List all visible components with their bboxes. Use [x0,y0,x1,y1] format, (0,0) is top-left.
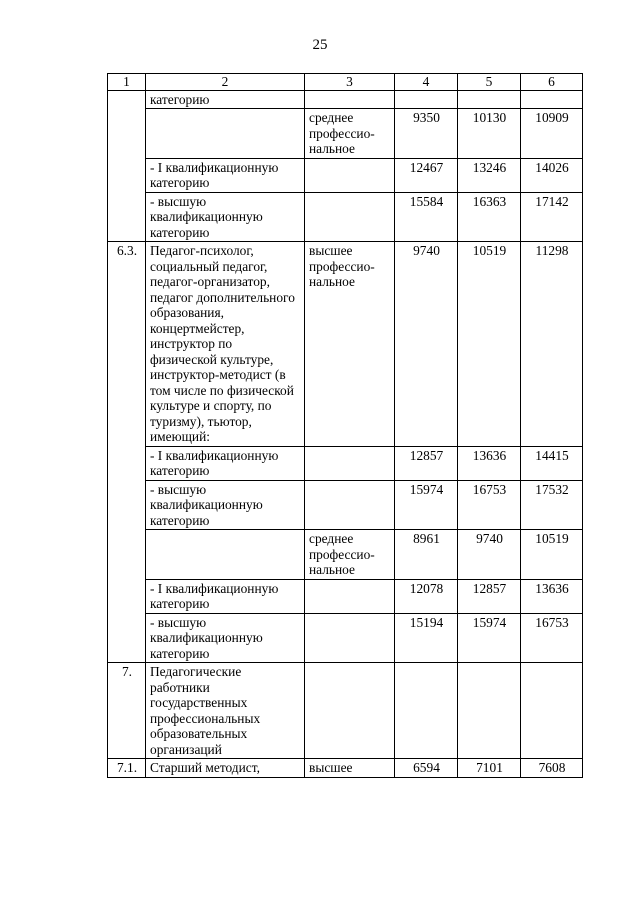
row-number-cell: 7.1. [108,759,146,778]
salary-cell: 7101 [458,759,521,778]
salary-cell [458,90,521,109]
salary-cell: 11298 [521,242,583,447]
position-cell: Педагог-психолог, социальный педагог, педагог-организатор, педагог дополнительного образования, концертмейстер, инструктор по физической культуре, инструктор-методист (в том числе по физической культуре и спорту, по туризму), тьютор, имеющий: [146,242,305,447]
salary-cell [521,90,583,109]
salary-cell: 17532 [521,480,583,530]
salary-cell: 10519 [458,242,521,447]
position-cell: - I квалификационную категорию [146,158,305,192]
salary-cell: 13636 [458,446,521,480]
header-cell: 6 [521,74,583,91]
salary-cell: 13246 [458,158,521,192]
salary-cell: 14026 [521,158,583,192]
salary-cell [395,90,458,109]
salary-cell: 15194 [395,613,458,663]
table-row [108,109,583,159]
header-cell: 4 [395,74,458,91]
salary-cell: 7608 [521,759,583,778]
table-row [108,480,583,530]
salary-cell: 15584 [395,192,458,242]
row-number-cell [108,446,146,480]
salary-cell: 12857 [458,579,521,613]
row-number-cell [108,613,146,663]
salary-cell: 6594 [395,759,458,778]
salary-cell: 13636 [521,579,583,613]
salary-cell [521,663,583,759]
position-cell: - I квалификационную категорию [146,446,305,480]
salary-cell: 10130 [458,109,521,159]
position-cell: - высшую квалификационную категорию [146,613,305,663]
row-number-cell [108,579,146,613]
row-number-cell [108,90,146,109]
header-cell: 1 [108,74,146,91]
education-cell: среднее профессио-нальное [305,530,395,580]
salary-cell: 12467 [395,158,458,192]
salary-cell: 16363 [458,192,521,242]
salary-cell: 10909 [521,109,583,159]
row-number-cell [108,192,146,242]
education-cell [305,613,395,663]
salary-cell: 14415 [521,446,583,480]
salary-cell: 12078 [395,579,458,613]
position-cell: - высшую квалификационную категорию [146,192,305,242]
salary-cell: 9350 [395,109,458,159]
salary-cell [395,663,458,759]
salary-table [107,73,583,778]
position-cell: - высшую квалификационную категорию [146,480,305,530]
table-row [108,579,583,613]
table-row [108,446,583,480]
table-row [108,613,583,663]
salary-cell: 9740 [395,242,458,447]
education-cell [305,446,395,480]
position-cell: Старший методист, [146,759,305,778]
education-cell: среднее профессио-нальное [305,109,395,159]
table-row [108,530,583,580]
salary-cell: 10519 [521,530,583,580]
position-cell [146,530,305,580]
salary-cell: 12857 [395,446,458,480]
education-cell [305,579,395,613]
education-cell [305,90,395,109]
table-row [108,759,583,778]
education-cell [305,663,395,759]
row-number-cell [108,480,146,530]
table-row [108,242,583,447]
table-row [108,663,583,759]
page-number: 25 [312,37,328,53]
position-cell: - I квалификационную категорию [146,579,305,613]
education-cell [305,192,395,242]
education-cell: высшее [305,759,395,778]
salary-cell: 16753 [521,613,583,663]
salary-cell: 15974 [458,613,521,663]
education-cell [305,480,395,530]
table-row [108,192,583,242]
salary-cell: 17142 [521,192,583,242]
row-number-cell: 6.3. [108,242,146,447]
position-cell: категорию [146,90,305,109]
row-number-cell [108,530,146,580]
salary-cell: 15974 [395,480,458,530]
header-cell: 2 [146,74,305,91]
row-number-cell [108,158,146,192]
salary-cell [458,663,521,759]
education-cell [305,158,395,192]
table-header-row [108,74,583,91]
salary-cell: 9740 [458,530,521,580]
position-cell [146,109,305,159]
row-number-cell [108,109,146,159]
table-row [108,90,583,109]
row-number-cell: 7. [108,663,146,759]
header-cell: 3 [305,74,395,91]
table-row [108,158,583,192]
header-cell: 5 [458,74,521,91]
salary-cell: 8961 [395,530,458,580]
education-cell: высшее профессио-нальное [305,242,395,447]
position-cell: Педагогические работники государственных профессиональных образовательных организаций [146,663,305,759]
salary-cell: 16753 [458,480,521,530]
